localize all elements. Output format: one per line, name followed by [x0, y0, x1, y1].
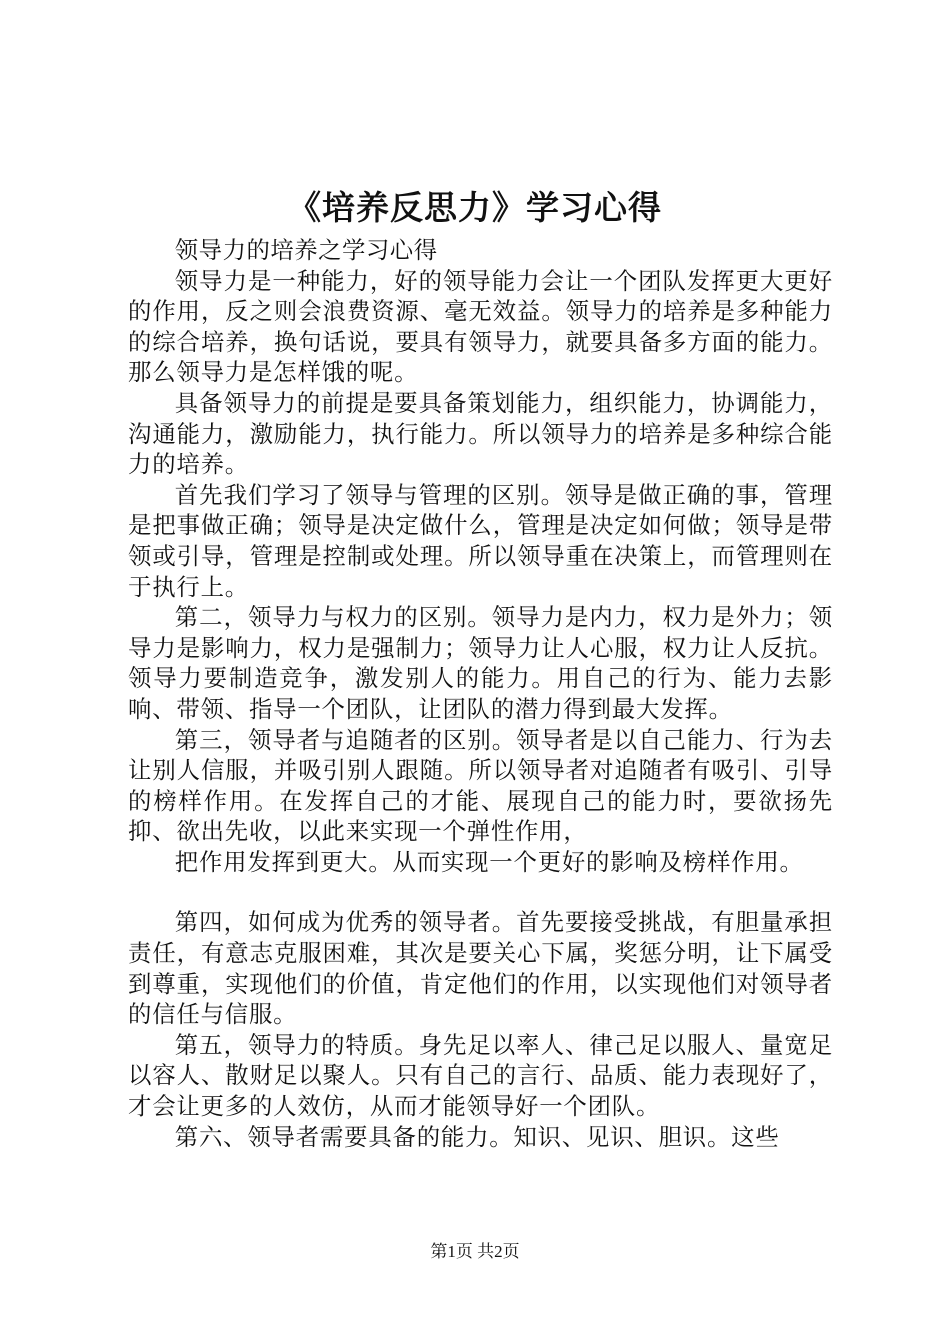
paragraph-sixth: 第六、领导者需要具备的能力。知识、见识、胆识。这些 — [174, 1122, 780, 1151]
document-title: 《培养反思力》学习心得 — [288, 188, 662, 227]
paragraph-third: 第三，领导者与追随者的区别。领导者是以自己能力、行为去让别人信服，并吸引别人跟随。所以领导者对追随者有吸引、引导的榜样作用。在发挥自己的才能、展现自己的能力时，要欲扬先抑、欲出先收，以此来实现一个弹性作用， — [128, 725, 833, 846]
subtitle-paragraph: 领导力的培养之学习心得 — [174, 236, 438, 264]
paragraph-second: 第二，领导力与权力的区别。领导力是内力，权力是外力；领导力是影响力，权力是强制力；领导力让人心服，权力让人反抗。领导力要制造竞争，激发别人的能力。用自己的行为、能力去影响、带领、指导一个团队，让团队的潜力得到最大发挥。 — [128, 603, 833, 723]
paragraph-first: 首先我们学习了领导与管理的区别。领导是做正确的事，管理是把事做正确；领导是决定做什么，管理是决定如何做；领导是带领或引导，管理是控制或处理。所以领导重在决策上，而管理则在于执行上。 — [128, 480, 833, 601]
paragraph-fifth: 第五，领导力的特质。身先足以率人、律己足以服人、量宽足以容人、散财足以聚人。只有自己的言行、品质、能力表现好了，才会让更多的人效仿，从而才能领导好一个团队。 — [128, 1030, 833, 1121]
paragraph-fourth: 第四，如何成为优秀的领导者。首先要接受挑战，有胆量承担责任，有意志克服困难，其次是要关心下属，奖惩分明，让下属受到尊重，实现他们的价值，肯定他们的作用，以实现他们对领导者的信任与信服。 — [128, 908, 833, 1029]
paragraph-third-continued: 把作用发挥到更大。从而实现一个更好的影响及榜样作用。 — [174, 847, 804, 876]
document-body — [128, 235, 833, 1152]
paragraph-premise: 具备领导力的前提是要具备策划能力，组织能力，协调能力，沟通能力，激励能力，执行能力。所以领导力的培养是多种综合能力的培养。 — [128, 388, 833, 479]
paragraph-intro: 领导力是一种能力，好的领导能力会让一个团队发挥更大更好的作用，反之则会浪费资源、毫无效益。领导力的培养是多种能力的综合培养，换句话说，要具有领导力，就要具备多方面的能力。那么领导力是怎样饿的呢。 — [128, 266, 833, 387]
page-footer: 第1页 共2页 — [430, 1242, 520, 1261]
